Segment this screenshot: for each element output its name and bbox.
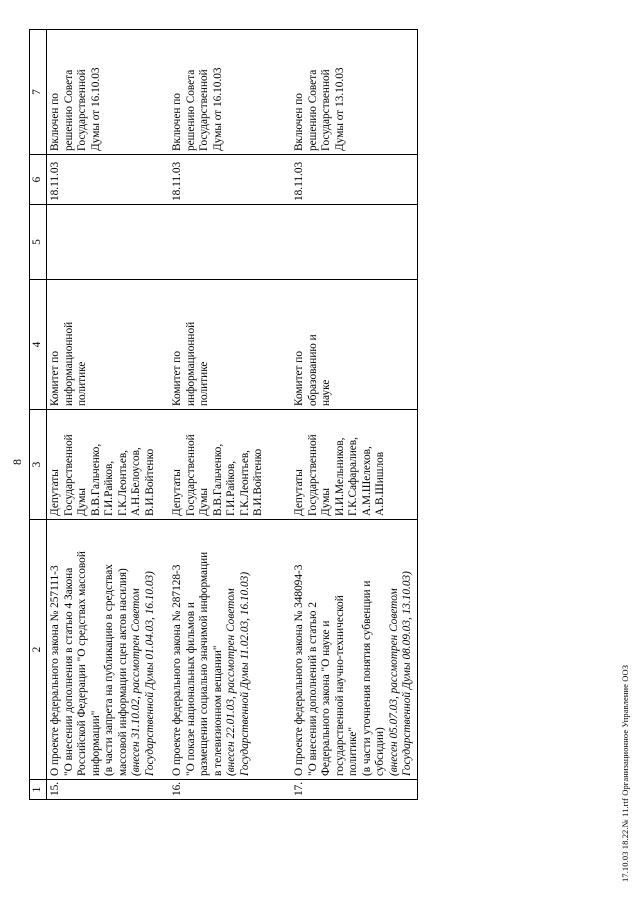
bill-note-line: (внесен 05.07.03, рассмотрен Советом <box>387 588 400 776</box>
bill-authors-line: Депутаты <box>293 469 305 516</box>
bill-note-line: (внесен 31.10.02, рассмотрен Советом <box>130 588 142 776</box>
bill-authors-line: Депутаты <box>49 469 61 516</box>
bill-title <box>47 520 170 780</box>
row-number: 16. <box>169 780 291 800</box>
council-decision-line: решению Совета <box>306 69 319 151</box>
council-decision-line: Включен по <box>49 93 61 151</box>
bill-title-line: О проекте федерального закона № 257111-3 <box>49 565 61 776</box>
bill-authors-line: Депутаты <box>171 469 183 516</box>
bill-authors-line: Г.И.Райков, <box>225 460 237 516</box>
responsible-committee-line: образованию и <box>306 334 319 406</box>
bill-authors-line: В.В.Гальченко, <box>211 443 224 516</box>
bill-title-line: (в части уточнения понятия субвенции и <box>360 580 373 776</box>
responsible-committee <box>291 280 417 410</box>
scheduled-date: 18.11.03 <box>47 155 170 205</box>
bill-title-line: О проекте федерального закона № 348094-3 <box>293 564 305 776</box>
bill-note-line: Государственной Думы 11.02.03, 16.10.03) <box>238 571 251 776</box>
bill-authors-line: Думы <box>320 488 332 516</box>
column-5-cell <box>169 205 291 280</box>
agenda-table <box>29 29 418 800</box>
column-header: 3 <box>30 410 47 520</box>
column-5-cell <box>47 205 170 280</box>
bill-authors <box>47 410 170 520</box>
responsible-committee-line: политике <box>76 361 88 406</box>
header-row <box>30 30 47 800</box>
responsible-committee-line: Комитет по <box>293 350 305 406</box>
column-header: 5 <box>30 205 47 280</box>
council-decision-line: Думы от 16.10.03 <box>211 67 224 151</box>
council-decision <box>169 30 291 155</box>
council-decision-line: Думы от 13.10.03 <box>333 67 346 151</box>
council-decision <box>291 30 417 155</box>
responsible-committee-line: Комитет по <box>49 350 61 406</box>
scheduled-date: 18.11.03 <box>169 155 291 205</box>
column-header: 7 <box>30 30 47 155</box>
bill-title-line: массовой информации сцен актов насилия) <box>116 568 129 776</box>
bill-authors-line: Г.К.Сафаралиев, <box>347 437 359 516</box>
council-decision-line: решению Совета <box>184 69 197 151</box>
bill-note-line: Государственной Думы 01.04.03, 16.10.03) <box>143 571 156 776</box>
table-row <box>291 30 417 800</box>
council-decision <box>47 30 170 155</box>
bill-authors <box>169 410 291 520</box>
bill-title-line: "О внесении дополнения в статью 4 Закона <box>62 567 75 776</box>
bill-note-line: Государственной Думы 08.09.03, 13.10.03) <box>401 571 413 776</box>
bill-title <box>291 520 417 780</box>
responsible-committee-line: информационной <box>62 321 75 406</box>
bill-title-line: субсидии) <box>374 727 386 776</box>
bill-authors-line: В.И.Войтенко <box>252 448 264 516</box>
footer-filename: 17.10.03 18.22.№ 11.rtf Организационное Управление ООЗ <box>620 664 630 882</box>
bill-authors-line: А.В.Шишлов <box>374 451 386 516</box>
bill-authors-line: Государственной <box>62 434 75 516</box>
table-row <box>47 30 170 800</box>
responsible-committee-line: науке <box>320 379 332 406</box>
bill-title-line: (в части запрета на публикацию в средствах <box>103 564 115 776</box>
bill-title-line: Российской Федерации "О средствах массовой <box>76 551 88 776</box>
responsible-committee <box>47 280 170 410</box>
column-header: 2 <box>30 520 47 780</box>
bill-title-line: информации" <box>89 710 102 776</box>
bill-authors-line: В.И.Войтенко <box>143 448 156 516</box>
page-number: 8 <box>10 459 24 465</box>
bill-authors-line: А.М.Шелехов, <box>360 446 373 516</box>
responsible-committee <box>169 280 291 410</box>
responsible-committee-line: Комитет по <box>171 350 183 406</box>
bill-authors-line: И.И.Мельников, <box>333 437 346 516</box>
bill-authors-line: Г.К.Леонтьев, <box>116 450 129 516</box>
bill-title <box>169 520 291 780</box>
bill-authors-line: Думы <box>198 488 210 516</box>
council-decision-line: Государственной <box>76 69 88 151</box>
bill-authors-line: В.В.Гальченко, <box>89 443 102 516</box>
council-decision-line: Государственной <box>320 69 332 151</box>
bill-title-line: государственной научно-технической <box>333 595 346 776</box>
column-header: 4 <box>30 280 47 410</box>
column-header: 1 <box>30 780 47 800</box>
bill-title-line: Федерального закона "О науке и <box>320 620 332 776</box>
bill-authors-line: Государственной <box>306 434 319 516</box>
bill-authors-line: Думы <box>76 488 88 516</box>
bill-authors-line: А.Н.Белоусов, <box>130 447 142 516</box>
council-decision-line: Государственной <box>198 69 210 151</box>
column-header: 6 <box>30 155 47 205</box>
bill-title-line: размещении социально значимой информации <box>198 551 210 776</box>
bill-title-line: в телевизионном вещании" <box>211 645 224 776</box>
responsible-committee-line: политике <box>198 361 210 406</box>
council-decision-line: Включен по <box>293 93 305 151</box>
row-number: 15. <box>47 780 170 800</box>
bill-authors-line: Г.К.Леонтьев, <box>238 450 251 516</box>
responsible-committee-line: информационной <box>184 321 197 406</box>
council-decision-line: Думы от 16.10.03 <box>89 67 102 151</box>
council-decision-line: решению Совета <box>62 69 75 151</box>
bill-title-line: О проекте федерального закона № 287128-3 <box>171 564 183 776</box>
council-decision-line: Включен по <box>171 93 183 151</box>
bill-authors-line: Государственной <box>184 434 197 516</box>
bill-authors-line: Г.И.Райков, <box>103 460 115 516</box>
bill-note-line: (внесен 22.01.03, рассмотрен Советом <box>225 588 237 776</box>
scheduled-date: 18.11.03 <box>291 155 417 205</box>
bill-title-line: "О внесении дополнений в статью 2 <box>306 602 319 776</box>
row-number: 17. <box>291 780 417 800</box>
table-row <box>169 30 291 800</box>
column-5-cell <box>291 205 417 280</box>
bill-title-line: "О показе национальных фильмов и <box>184 602 197 776</box>
bill-authors <box>291 410 417 520</box>
bill-title-line: политике" <box>347 726 359 776</box>
